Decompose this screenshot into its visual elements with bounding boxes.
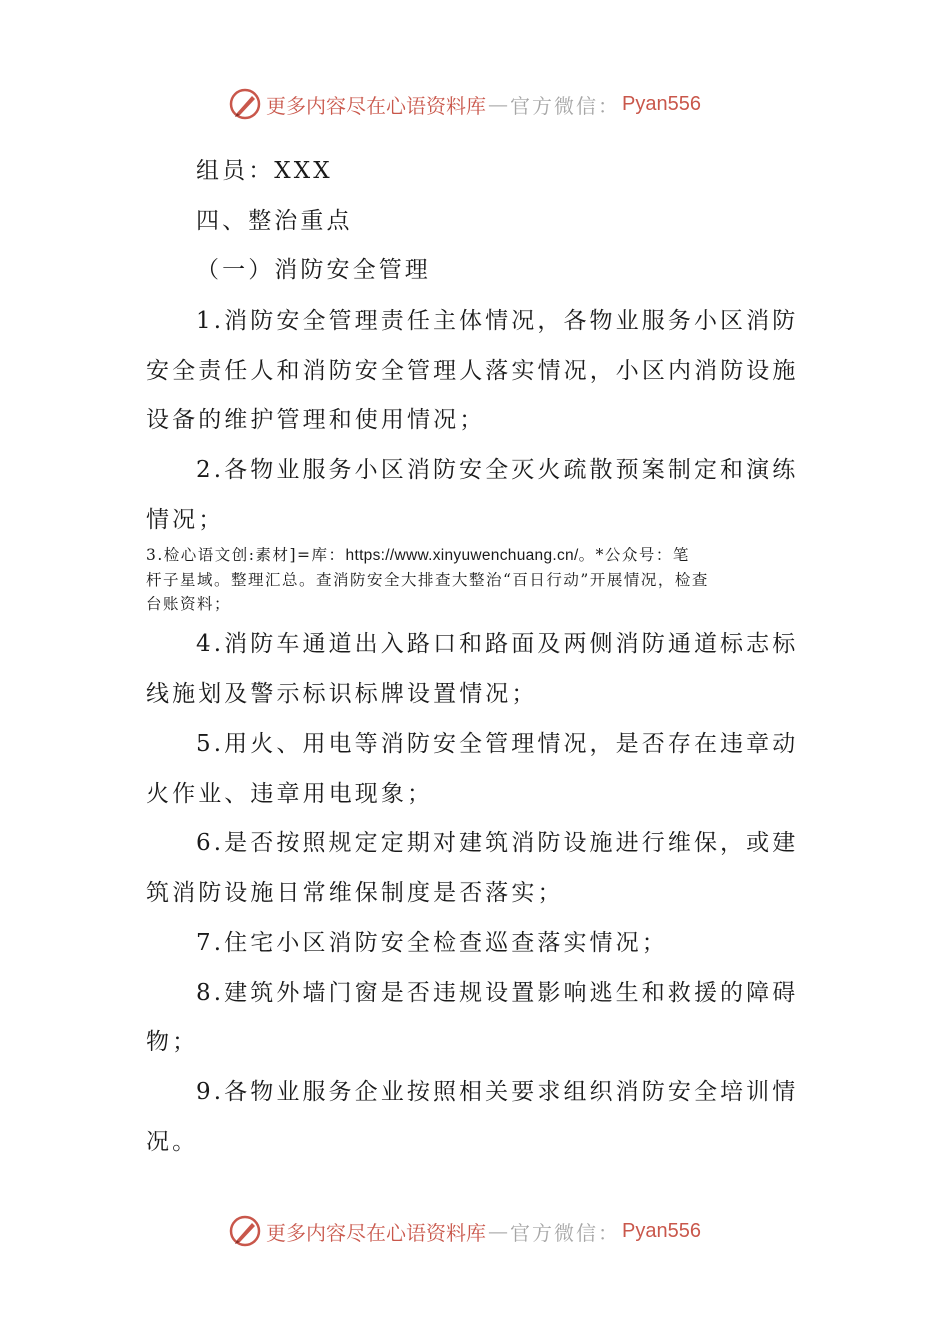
item-3-note-line-1 [146, 544, 690, 567]
item-9-line-1: 9.各物业服务企业按照相关要求组织消防安全培训情 [196, 1079, 799, 1105]
members-line: 组员：XXX [196, 158, 333, 184]
item-4-line-1: 4.消防车通道出入路口和路面及两侧消防通道标志标 [196, 631, 799, 657]
watermark-dash: — [488, 1219, 508, 1243]
item-2-line-2: 情况； [146, 507, 225, 533]
item-4-line-2: 线施划及警示标识标牌设置情况； [146, 681, 538, 707]
item-5-line-2: 火作业、违章用电现象； [146, 781, 434, 807]
item-2-line-1: 2.各物业服务小区消防安全灭火疏散预案制定和演练 [196, 457, 799, 483]
watermark-banner-bottom [228, 1211, 701, 1251]
section-heading: 四、整治重点 [196, 208, 353, 234]
pen-logo-icon [228, 1214, 262, 1248]
watermark-wechat-id: Pyan556 [622, 1219, 701, 1242]
watermark-banner-top [228, 84, 701, 124]
watermark-wechat-id: Pyan556 [622, 92, 701, 115]
watermark-wechat-label: 官方微信： [510, 93, 620, 118]
item-3-note-rest: 。*公众号：笔 [578, 546, 690, 564]
pen-logo-icon [228, 87, 262, 121]
item-6-line-2: 筑消防设施日常维保制度是否落实； [146, 880, 564, 906]
item-3-note-url: https://www.xinyuwenchuang.cn/ [345, 547, 579, 564]
item-3-note-prefix: 3.检心语文创:素材]=库： [146, 546, 346, 564]
watermark-slogan: 更多内容尽在心语资料库 [266, 1220, 486, 1245]
item-8-line-2: 物； [146, 1029, 199, 1055]
watermark-slogan: 更多内容尽在心语资料库 [266, 93, 486, 118]
item-3-note-line-3: 台账资料； [146, 595, 232, 613]
item-9-line-2: 况。 [146, 1129, 199, 1155]
item-3-note-line-2: 杆子星域。整理汇总。查消防安全大排查大整治“百日行动”开展情况，检查 [146, 571, 709, 589]
item-6-line-1: 6.是否按照规定定期对建筑消防设施进行维保，或建 [196, 830, 799, 856]
subsection-heading: （一）消防安全管理 [196, 257, 431, 283]
item-1-line-3: 设备的维护管理和使用情况； [146, 407, 486, 433]
item-1-line-2: 安全责任人和消防安全管理人落实情况，小区内消防设施 [146, 358, 799, 384]
item-7-line-1: 7.住宅小区消防安全检查巡查落实情况； [196, 930, 668, 956]
item-8-line-1: 8.建筑外墙门窗是否违规设置影响逃生和救援的障碍 [196, 980, 799, 1006]
watermark-wechat-label: 官方微信： [510, 1220, 620, 1245]
item-1-line-1: 1.消防安全管理责任主体情况，各物业服务小区消防 [196, 308, 799, 334]
item-5-line-1: 5.用火、用电等消防安全管理情况，是否存在违章动 [196, 731, 799, 757]
watermark-dash: — [488, 92, 508, 116]
